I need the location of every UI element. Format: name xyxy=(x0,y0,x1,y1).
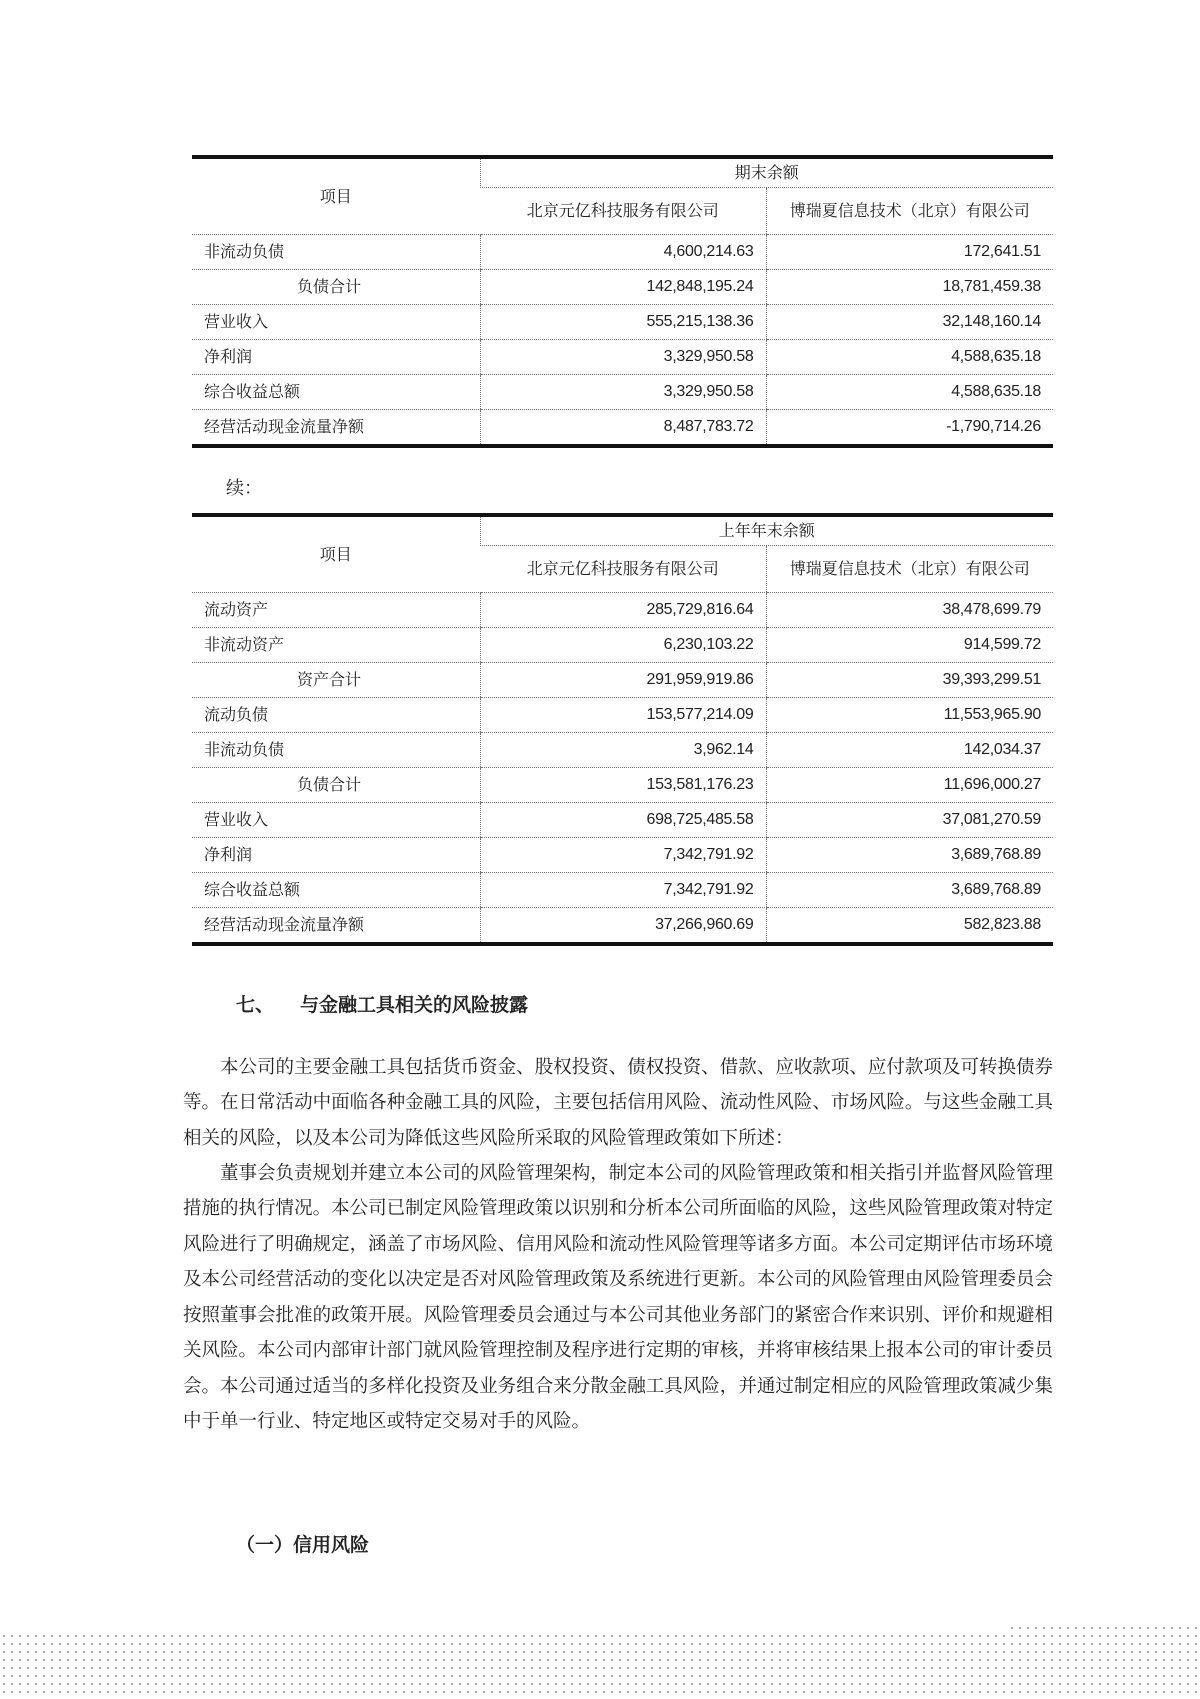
amount-cell: 4,588,635.18 xyxy=(766,340,1053,375)
amount-cell: 142,848,195.24 xyxy=(480,270,766,305)
company-column-header: 北京元亿科技服务有限公司 xyxy=(480,546,766,593)
row-label: 非流动负债 xyxy=(192,733,480,768)
amount-cell: 172,641.51 xyxy=(766,235,1053,270)
amount-cell: 11,696,000.27 xyxy=(766,768,1053,803)
company-column-header: 博瑞夏信息技术（北京）有限公司 xyxy=(766,188,1053,235)
amount-cell: 291,959,919.86 xyxy=(480,663,766,698)
company-column-header: 北京元亿科技服务有限公司 xyxy=(480,188,766,235)
body-paragraph: 董事会负责规划并建立本公司的风险管理架构，制定本公司的风险管理政策和相关指引并监督风险管理措施的执行情况。本公司已制定风险管理政策以识别和分析本公司所面临的风险，这些风险管理政策对特定风险进行了明确规定，涵盖了市场风险、信用风险和流动性风险管理等诸多方面。本公司定期评估市场环境及本公司经营活动的变化以决定是否对风险管理政策及系统进行更新。本公司的风险管理由风险管理委员会按照董事会批准的政策开展。风险管理委员会通过与本公司其他业务部门的紧密合作来识别、评价和规避相关风险。本公司内部审计部门就风险管理控制及程序进行定期的审核，并将审核结果上报本公司的审计委员会。本公司通过适当的多样化投资及业务组合来分散金融工具风险，并通过制定相应的风险管理政策减少集中于单一行业、特定地区或特定交易对手的风险。 xyxy=(183,1162,1053,1432)
table-row xyxy=(192,838,1053,873)
table-row xyxy=(192,663,1053,698)
amount-cell: 6,230,103.22 xyxy=(480,628,766,663)
amount-cell: 153,581,176.23 xyxy=(480,768,766,803)
table-row xyxy=(192,628,1053,663)
amount-cell: 698,725,485.58 xyxy=(480,803,766,838)
continued-label: 续： xyxy=(226,478,262,499)
table-row xyxy=(192,593,1053,628)
table-row xyxy=(192,410,1053,447)
section-title: 与金融工具相关的风险披露 xyxy=(300,994,529,1016)
section-heading xyxy=(236,990,528,1017)
row-label: 经营活动现金流量净额 xyxy=(192,410,480,447)
amount-cell: 3,962.14 xyxy=(480,733,766,768)
subsection-heading: （一）信用风险 xyxy=(236,1534,370,1556)
amount-cell: 11,553,965.90 xyxy=(766,698,1053,733)
row-label: 营业收入 xyxy=(192,305,480,340)
row-label: 负债合计 xyxy=(192,270,480,305)
amount-cell: 3,689,768.89 xyxy=(766,838,1053,873)
row-label: 非流动负债 xyxy=(192,235,480,270)
row-label: 净利润 xyxy=(192,340,480,375)
row-label: 经营活动现金流量净额 xyxy=(192,908,480,945)
period-group-header: 期末余额 xyxy=(480,157,1053,188)
table-row xyxy=(192,698,1053,733)
table-header-row xyxy=(192,515,1053,546)
item-column-header: 项目 xyxy=(192,157,480,235)
table-row xyxy=(192,340,1053,375)
row-label: 流动资产 xyxy=(192,593,480,628)
amount-cell: 582,823.88 xyxy=(766,908,1053,945)
company-column-header: 博瑞夏信息技术（北京）有限公司 xyxy=(766,546,1053,593)
amount-cell: 4,588,635.18 xyxy=(766,375,1053,410)
amount-cell: 38,478,699.79 xyxy=(766,593,1053,628)
amount-cell: 7,342,791.92 xyxy=(480,873,766,908)
amount-cell: 32,148,160.14 xyxy=(766,305,1053,340)
row-label: 负债合计 xyxy=(192,768,480,803)
amount-cell: 37,081,270.59 xyxy=(766,803,1053,838)
amount-cell: 914,599.72 xyxy=(766,628,1053,663)
amount-cell: 7,342,791.92 xyxy=(480,838,766,873)
amount-cell: 142,034.37 xyxy=(766,733,1053,768)
amount-cell: 39,393,299.51 xyxy=(766,663,1053,698)
row-label: 资产合计 xyxy=(192,663,480,698)
table-header-row xyxy=(192,157,1053,188)
row-label: 流动负债 xyxy=(192,698,480,733)
table-row xyxy=(192,733,1053,768)
period-group-header: 上年年末余额 xyxy=(480,515,1053,546)
scan-dot-pattern xyxy=(1008,1624,1200,1632)
item-column-header: 项目 xyxy=(192,515,480,593)
row-label: 综合收益总额 xyxy=(192,375,480,410)
row-label: 综合收益总额 xyxy=(192,873,480,908)
table-row xyxy=(192,873,1053,908)
amount-cell: 3,329,950.58 xyxy=(480,340,766,375)
amount-cell: -1,790,714.26 xyxy=(766,410,1053,447)
table-body xyxy=(192,593,1053,945)
table-row xyxy=(192,270,1053,305)
body-paragraph: 本公司的主要金融工具包括货币资金、股权投资、债权投资、借款、应收款项、应付款项及可转换债券等。在日常活动中面临各种金融工具的风险，主要包括信用风险、流动性风险、市场风险。与这些金融工具相关的风险，以及本公司为降低这些风险所采取的风险管理政策如下所述： xyxy=(183,1056,1053,1149)
row-label: 净利润 xyxy=(192,838,480,873)
table-row xyxy=(192,375,1053,410)
amount-cell: 555,215,138.36 xyxy=(480,305,766,340)
section-number: 七、 xyxy=(236,994,275,1016)
table-row xyxy=(192,235,1053,270)
scan-dot-pattern xyxy=(0,1632,1200,1699)
row-label: 非流动资产 xyxy=(192,628,480,663)
subsidiary-financials-table-prior xyxy=(192,513,1053,946)
subsidiary-financials-table-current xyxy=(192,155,1053,448)
table-row xyxy=(192,305,1053,340)
table-row xyxy=(192,803,1053,838)
row-label: 营业收入 xyxy=(192,803,480,838)
amount-cell: 153,577,214.09 xyxy=(480,698,766,733)
amount-cell: 285,729,816.64 xyxy=(480,593,766,628)
table-body xyxy=(192,235,1053,447)
amount-cell: 3,689,768.89 xyxy=(766,873,1053,908)
amount-cell: 37,266,960.69 xyxy=(480,908,766,945)
amount-cell: 18,781,459.38 xyxy=(766,270,1053,305)
amount-cell: 8,487,783.72 xyxy=(480,410,766,447)
amount-cell: 3,329,950.58 xyxy=(480,375,766,410)
table-row xyxy=(192,768,1053,803)
amount-cell: 4,600,214.63 xyxy=(480,235,766,270)
table-row xyxy=(192,908,1053,945)
